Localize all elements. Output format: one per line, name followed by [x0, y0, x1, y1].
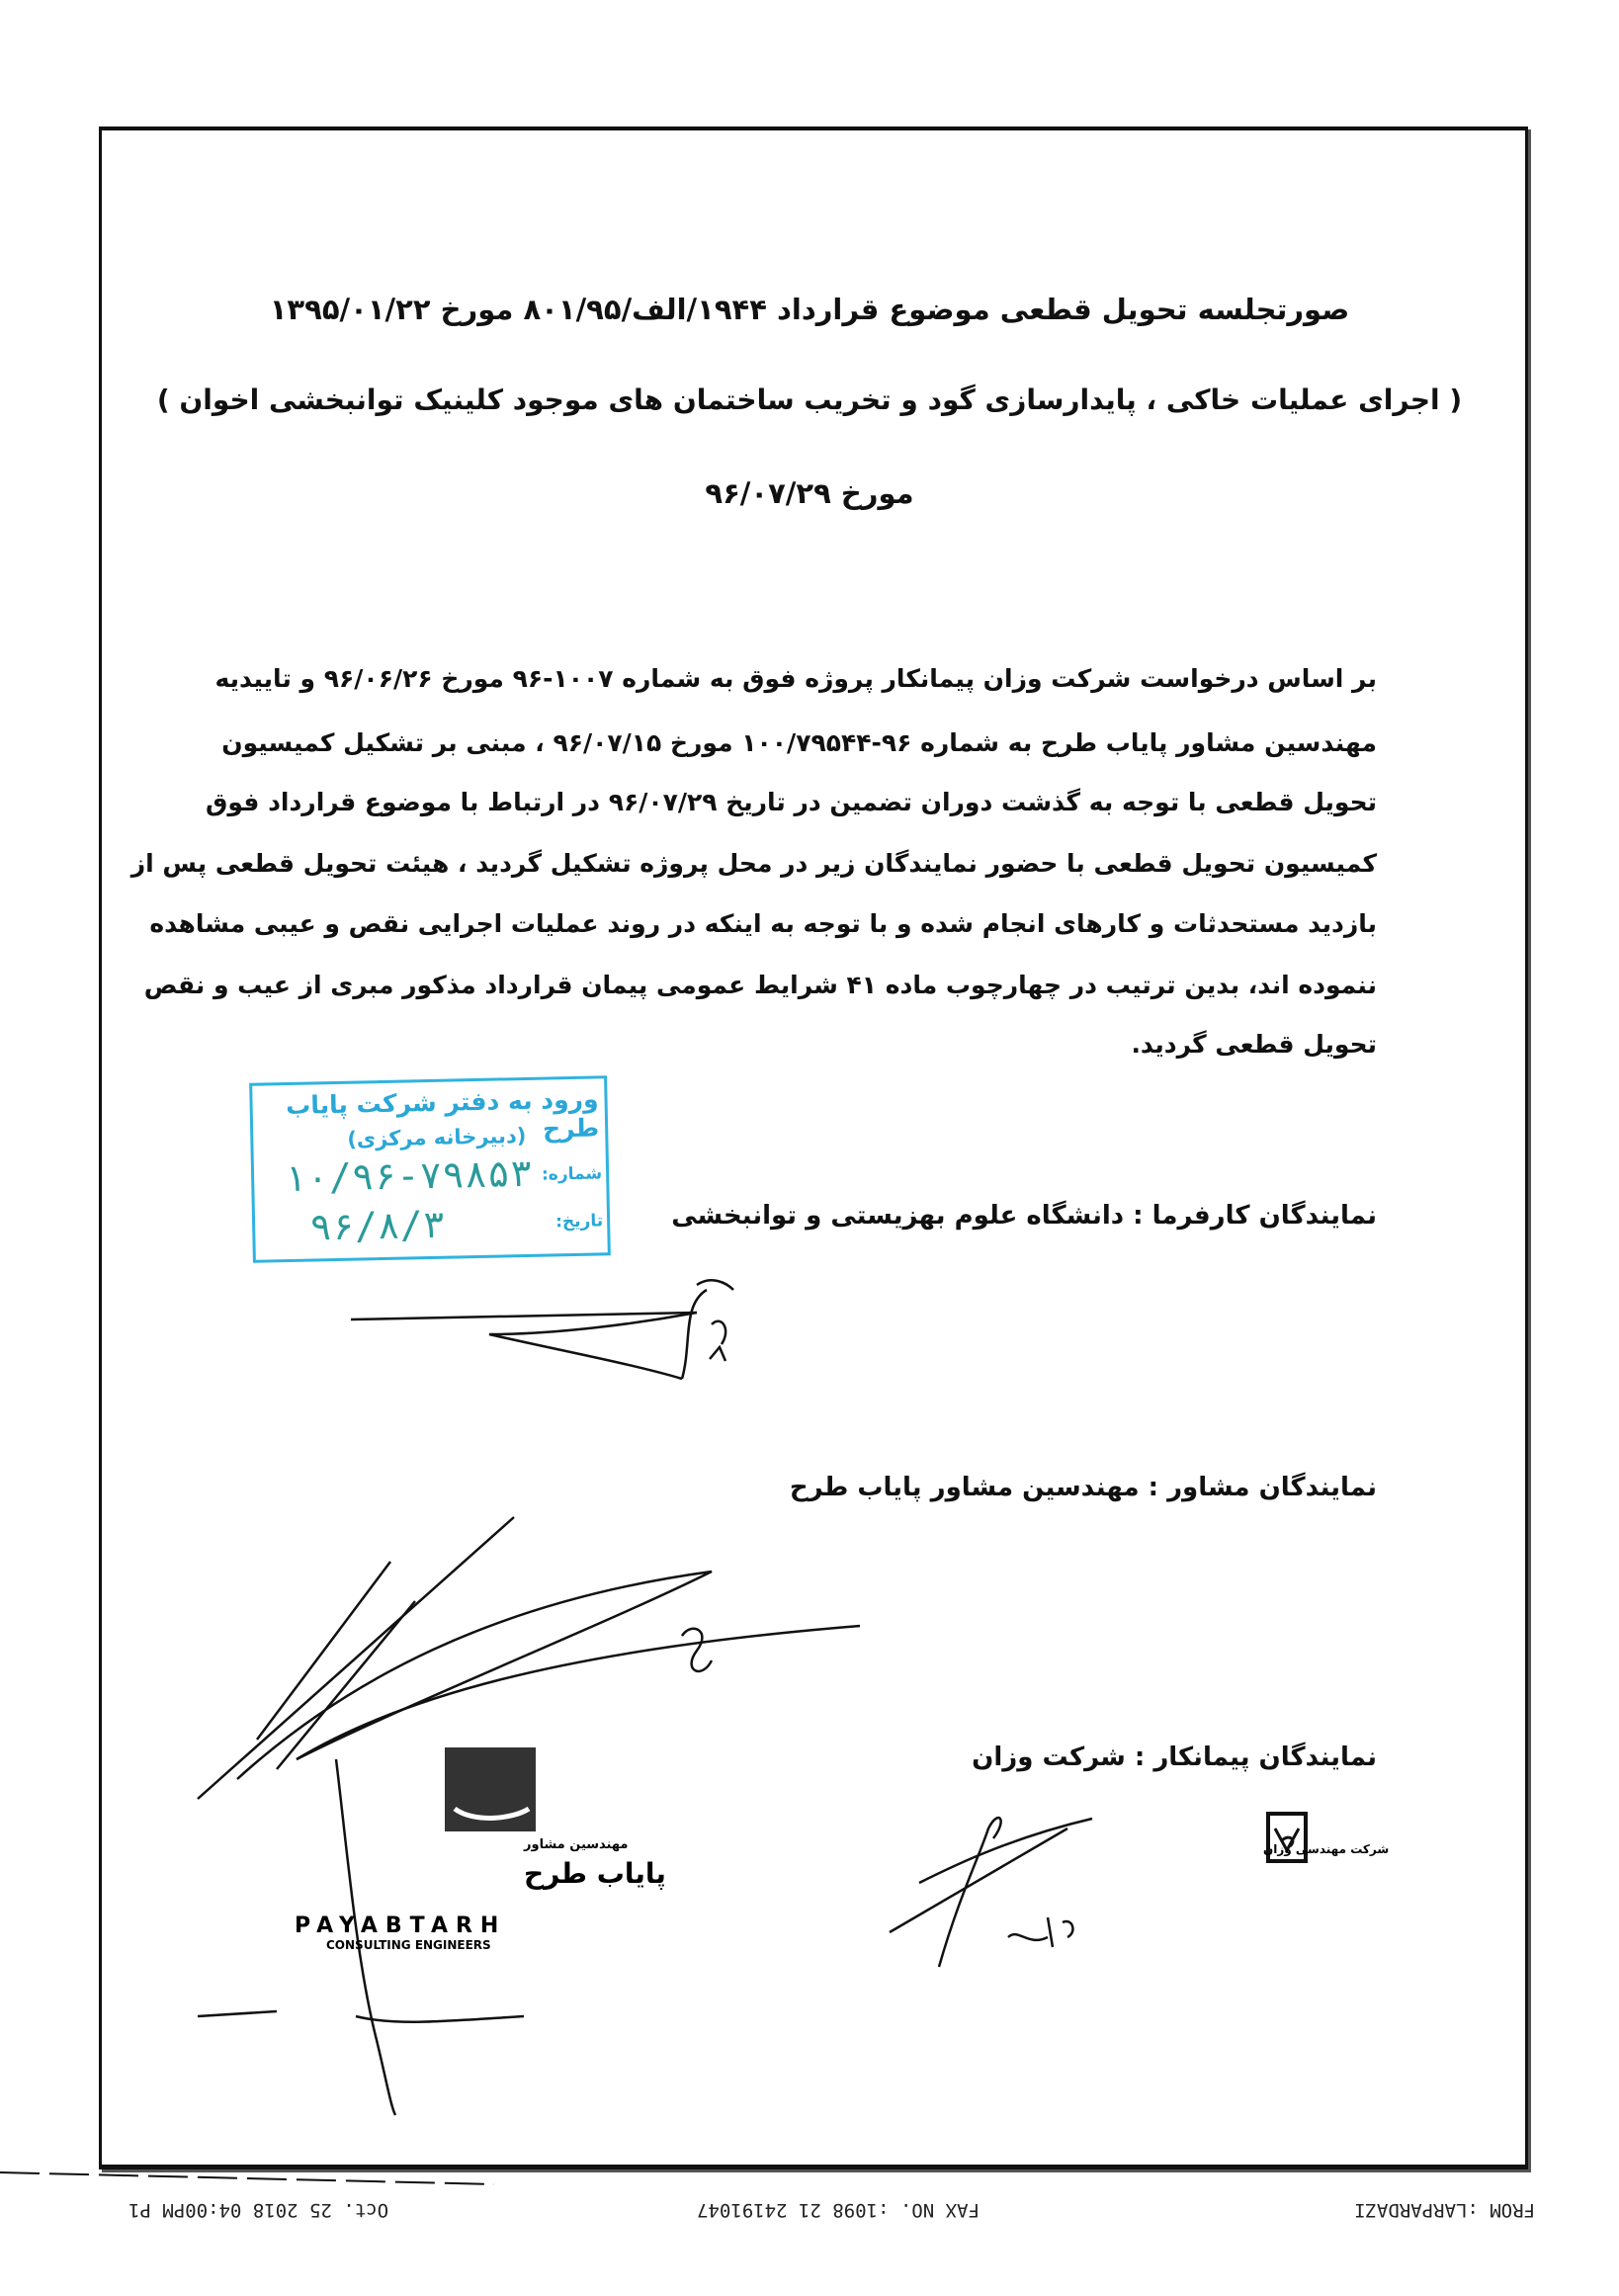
body-line: تحویل قطعی گردید.	[1131, 1030, 1377, 1059]
stamp-date-label: تاریخ:	[554, 1211, 604, 1233]
stamp-number-label: شماره:	[541, 1163, 603, 1185]
document-subtitle: ( اجرای عملیات خاکی ، پایدارسازی گود و تخریب ساختمان های موجود کلینیک توانبخشی اخوان )	[156, 383, 1463, 416]
seal-en-line2: CONSULTING ENGINEERS	[326, 1938, 491, 1952]
contractor-representatives: نمایندگان پیمانکار : شرکت وزان	[972, 1743, 1377, 1772]
stamp-date-value: ۹۶/۸/۳	[308, 1202, 446, 1249]
fax-number: FAX NO. :1098 21 24191047	[697, 2199, 980, 2221]
document-date: مورخ ۹۶/۰۷/۲۹	[705, 476, 914, 510]
fax-from: FROM :LARPARDAZI	[1354, 2199, 1536, 2221]
body-line: بر اساس درخواست شرکت وزان پیمانکار پروژه فوق به شماره ۱۰۰۷-۹۶ مورخ ۹۶/۰۶/۲۶ و تاییدیه	[214, 664, 1377, 693]
seal-en-line1: PAYABTARH	[295, 1913, 507, 1938]
stamp-line2: (دبیرخانه مرکزی)	[347, 1123, 527, 1151]
contractor-seal	[1263, 1814, 1389, 1861]
body-line: تحویل قطعی با توجه به گذشت دوران تضمین در تاریخ ۹۶/۰۷/۲۹ در ارتباط با موضوع قرارداد فوق	[205, 788, 1377, 816]
contractor-signature	[890, 1818, 1092, 1967]
stamp-number-value: ۱۰/۹۶-۷۹۸۵۳	[283, 1150, 534, 1201]
contractor-seal-text: شرکت مهندسی وزان	[1263, 1842, 1390, 1856]
seal-fa-line1: مهندسین مشاور	[524, 1837, 629, 1852]
stamp-line1: ورود به دفتر شرکت پایاب طرح	[285, 1084, 600, 1144]
seal-fa-line2: پایاب طرح	[524, 1857, 666, 1890]
fax-edge-lines	[0, 2172, 494, 2184]
body-line: بازدید مستحدثات و کارهای انجام شده و با توجه به اینکه در روند عملیات اجرایی نقص و عیبی مشاهده	[149, 909, 1377, 938]
document-title: صورتجلسه تحویل قطعی موضوع قرارداد ۱۹۴۴/الف/۸۰۱/۹۵ مورخ ۱۳۹۵/۰۱/۲۲	[269, 293, 1350, 326]
employer-representatives: نمایندگان کارفرما : دانشگاه علوم بهزیستی و توانبخشی	[671, 1201, 1377, 1231]
employer-signature	[351, 1280, 733, 1379]
consultant-representatives: نمایندگان مشاور : مهندسین مشاور پایاب طرح	[789, 1473, 1377, 1502]
body-line: کمیسیون تحویل قطعی با حضور نمایندگان زیر در محل پروژه تشکیل گردید ، هیئت تحویل قطعی پس از	[130, 849, 1377, 878]
body-line: ننموده اند، بدین ترتیب در چهارچوب ماده ۴۱ شرایط عمومی پیمان قرارداد مذکور مبری از عیب و نقص	[143, 971, 1377, 999]
consultant-seal	[295, 1747, 666, 1952]
body-line: مهندسین مشاور پایاب طرح به شماره ۹۶-۱۰۰/۷۹۵۴۴ مورخ ۹۶/۰۷/۱۵ ، مبنی بر تشکیل کمیسیون	[221, 728, 1377, 757]
fax-datetime: Oct. 25 2018 04:00PM P1	[128, 2199, 389, 2221]
